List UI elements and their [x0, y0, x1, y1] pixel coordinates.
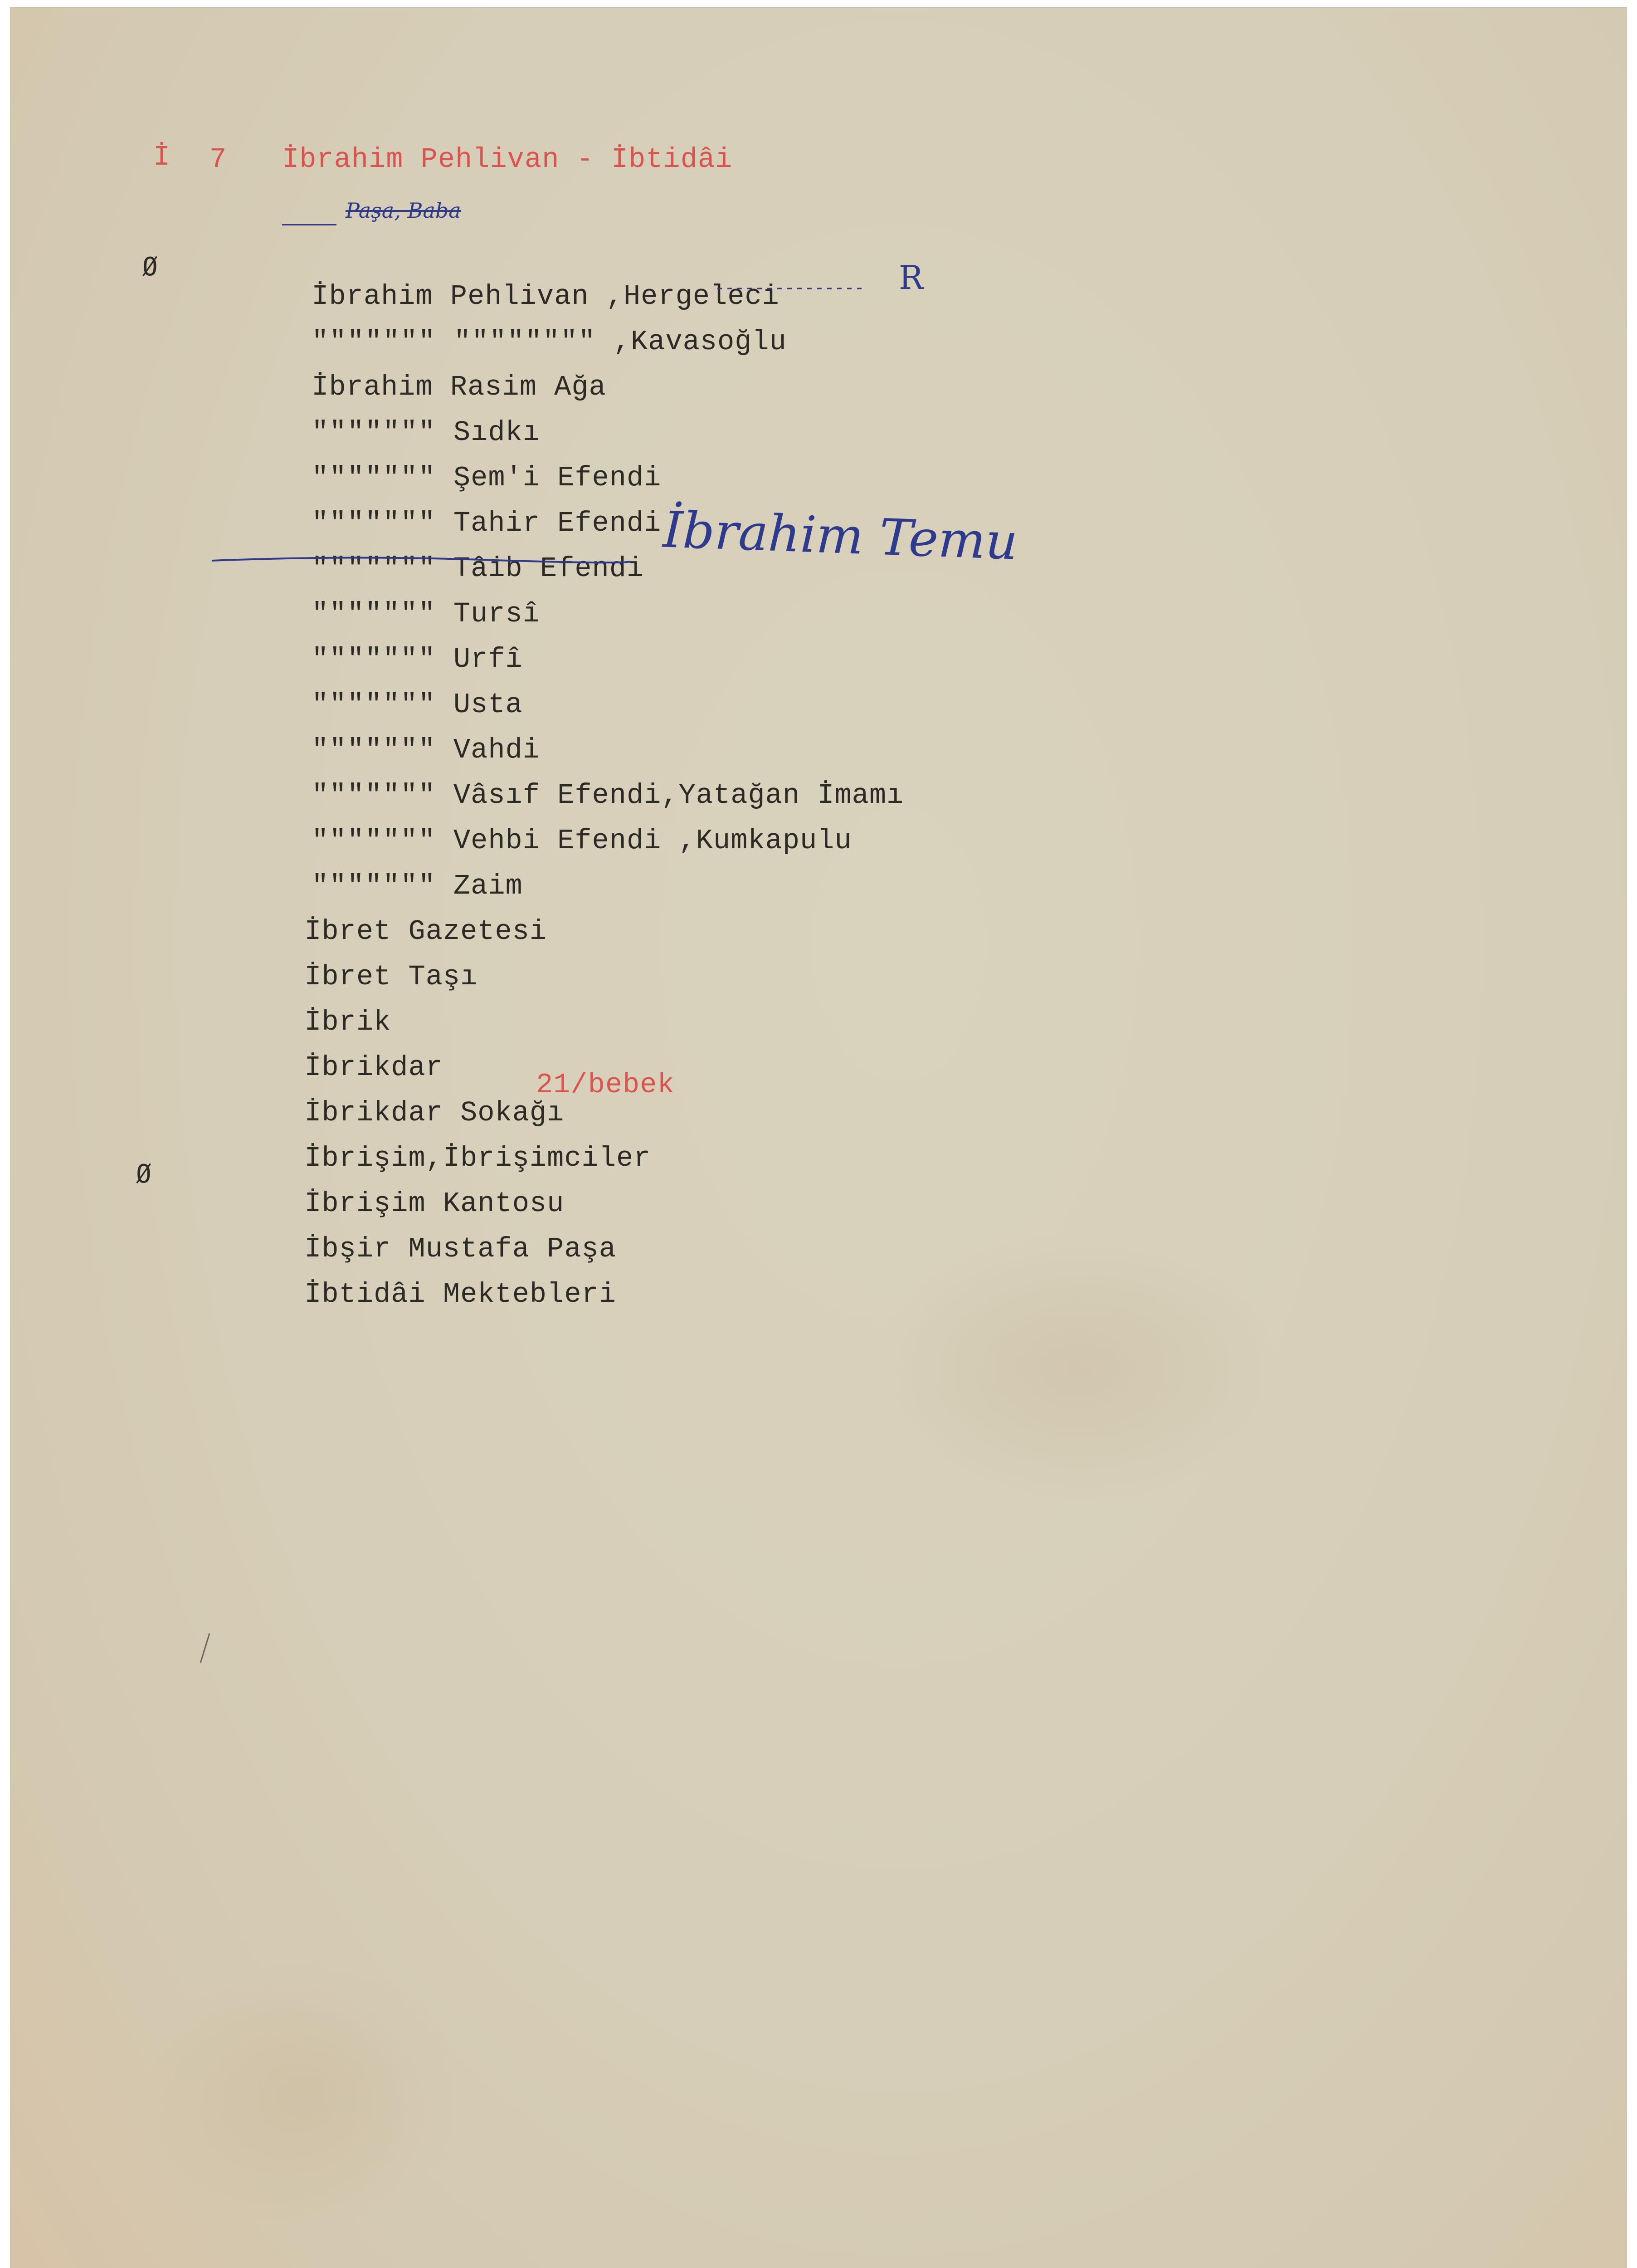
ditto-marks: """"""" [312, 643, 436, 675]
ditto-marks: """"""" [312, 825, 436, 857]
entry-text: Usta [436, 689, 523, 721]
entry-text: İbret Gazetesi [304, 915, 547, 948]
pen-dash [282, 224, 336, 225]
header-number: 7 [209, 143, 227, 176]
entry-text: Tahir Efendi [436, 507, 662, 539]
entry-text: İbrahim Pehlivan ,Hergeleci [312, 280, 780, 313]
entry-text: İbşir Mustafa Paşa [304, 1233, 616, 1265]
entry-text: Urfî [436, 643, 523, 675]
entry-text: Tursî [436, 598, 540, 630]
entry-text: Sıdkı [436, 416, 540, 449]
entry-text: Vehbi Efendi ,Kumkapulu [436, 825, 852, 857]
entry-marker: Ø [142, 252, 158, 282]
entry-text: İbrikdar Sokağı [304, 1097, 565, 1129]
ditto-marks: """"""" [312, 870, 436, 902]
ditto-marks: """"""" [312, 462, 436, 494]
ditto-marks: """"""" [312, 598, 436, 630]
handwritten-margin-name: İbrahim Temu [662, 500, 1019, 571]
red-location-note: 21/bebek [536, 1069, 675, 1101]
ditto-marks: """"""" [312, 734, 436, 766]
entry-text: İbrahim Rasim Ağa [312, 371, 606, 403]
handwritten-note-above: Paşa, Baba [346, 198, 461, 223]
ditto-marks: """"""" [312, 507, 436, 539]
paper-stain [146, 1958, 463, 2230]
entry-text: İbrişim Kantosu [304, 1188, 565, 1220]
pen-underline [209, 552, 636, 570]
entry-text: İbrikdar [304, 1051, 443, 1084]
ditto-marks: """"""" [312, 552, 436, 585]
handwritten-r: R [899, 259, 924, 297]
entry-marker: Ø [136, 1159, 151, 1189]
entry-text: İbret Taşı [304, 961, 478, 993]
header-letter: İ [153, 141, 171, 173]
ditto-marks: """"""" [312, 689, 436, 721]
entry-text: Vâsıf Efendi,Yatağan İmamı [436, 779, 904, 811]
ditto-marks: """"""" [312, 416, 436, 449]
index-card-sheet [10, 7, 1627, 2268]
ditto-marks: """"""" """""""" [312, 326, 596, 358]
entry-text: İbrişim,İbrişimciler [304, 1142, 651, 1174]
list-item [200, 1252, 616, 1337]
entry-text: Zaim [436, 870, 523, 902]
entry-text: Tâib Efendi [436, 552, 644, 585]
entry-text: Vahdi [436, 734, 540, 766]
pen-tick [196, 1631, 214, 1667]
entry-text: İbtidâi Mektebleri [304, 1278, 616, 1310]
pen-dotted-line [717, 270, 908, 307]
entry-text: Şem'i Efendi [436, 462, 662, 494]
entry-text: İbrik [304, 1006, 391, 1038]
ditto-marks: """"""" [312, 779, 436, 811]
header-range: İbrahim Pehlivan - İbtidâi [282, 143, 733, 176]
paper-stain [872, 1232, 1280, 1504]
entry-text: ,Kavasoğlu [596, 326, 787, 358]
